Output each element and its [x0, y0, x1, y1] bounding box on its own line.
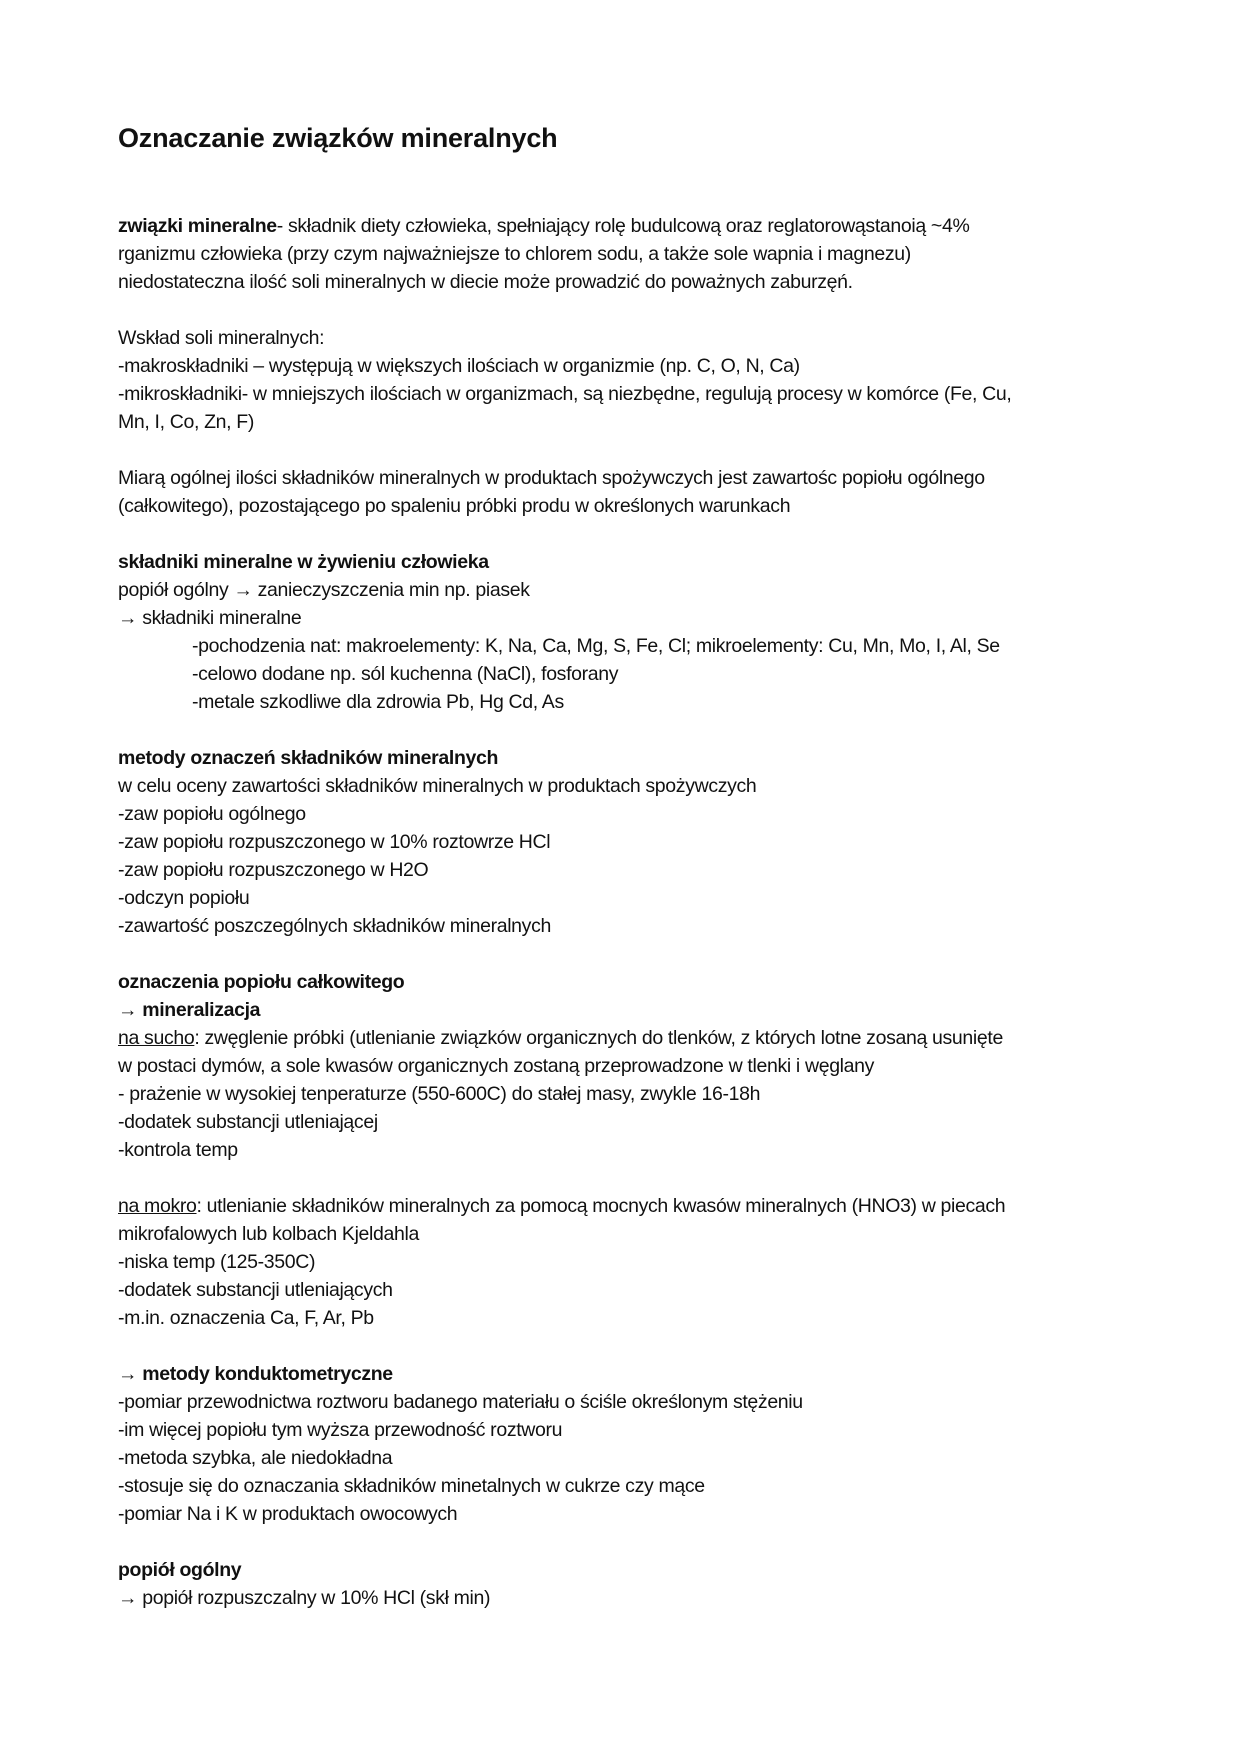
dry-item: - prażenie w wysokiej tenperaturze (550-600C) do stałej masy, zwykle 16-18h — [118, 1083, 761, 1105]
wet-label: na mokro — [118, 1195, 197, 1217]
dry-line-1 — [118, 1024, 1128, 1052]
mineralization-heading-text: → mineralizacja — [118, 999, 261, 1021]
wet-item: -niska temp (125-350C) — [118, 1251, 316, 1273]
conductometric-item: -stosuje się do oznaczania składników minetalnych w cukrze czy mące — [118, 1475, 705, 1497]
wet-line-1 — [118, 1192, 1128, 1220]
total-ash-subheading — [118, 996, 1128, 1024]
wet-item: -m.in. oznaczenia Ca, F, Ar, Pb — [118, 1307, 374, 1329]
methods-item: -zaw popiołu ogólnego — [118, 803, 306, 825]
conductometric-item: -metoda szybka, ale niedokładna — [118, 1447, 393, 1469]
measure-line-1: Miarą ogólnej ilości składników mineralnych w produktach spożywczych jest zawartośc popiołu ogólnego — [118, 467, 985, 489]
section-heading-methods — [118, 744, 1128, 772]
general-ash-heading-text: popiół ogólny — [118, 1559, 242, 1581]
dry-label: na sucho — [118, 1027, 195, 1049]
wet-line-2: mikrofalowych lub kolbach Kjeldahla — [118, 1223, 419, 1245]
methods-intro: w celu oceny zawartości składników mineralnych w produktach spożywczych — [118, 775, 757, 797]
methods-item: -zaw popiołu rozpuszczonego w H2O — [118, 859, 429, 881]
nutrition-item: -pochodzenia nat: makroelementy: K, Na, Ca, Mg, S, Fe, Cl; mikroelementy: Cu, Mn, Mo, I, Al, Se — [192, 635, 1000, 657]
document-page — [118, 118, 1128, 1612]
section-heading-total-ash — [118, 968, 1128, 996]
intro-line-1-text: - składnik diety człowieka, spełniający rolę budulcową oraz reglatorowąstanoią ~4% — [276, 215, 970, 237]
composition-micro-2: Mn, I, Co, Zn, F) — [118, 411, 254, 433]
term-bold: związki mineralne — [118, 215, 277, 237]
wet-item: -dodatek substancji utleniających — [118, 1279, 393, 1301]
page-title: Oznaczanie związków mineralnych — [118, 123, 558, 153]
intro-line-3: niedostateczna ilość soli mineralnych w diecie może prowadzić do poważnych zaburzęń. — [118, 271, 853, 293]
methods-item: -zaw popiołu rozpuszczonego w 10% roztowrze HCl — [118, 831, 551, 853]
intro-line-2: rganizmu człowieka (przy czym najważniejsze to chlorem sodu, a także sole wapnia i magnezu) — [118, 243, 911, 265]
composition-macro: -makroskładniki – występują w większych ilościach w organizmie (np. C, O, N, Ca) — [118, 355, 800, 377]
section-heading-conductometric — [118, 1360, 1128, 1388]
section-heading-nutrition — [118, 548, 1128, 576]
conductometric-item: -pomiar przewodnictwa roztworu badanego materiału o ściśle określonym stężeniu — [118, 1391, 803, 1413]
nutrition-line-2: → składniki mineralne — [118, 607, 302, 629]
section-heading-general-ash — [118, 1556, 1128, 1584]
measure-line-2: (całkowitego), pozostającego po spaleniu próbki produ w określonych warunkach — [118, 495, 791, 517]
nutrition-heading-text: składniki mineralne w żywieniu człowieka — [118, 551, 489, 573]
conductometric-heading-text: → metody konduktometryczne — [118, 1363, 393, 1385]
total-ash-heading-text: oznaczenia popiołu całkowitego — [118, 971, 405, 993]
composition-heading: Wskład soli mineralnych: — [118, 327, 325, 349]
methods-heading-text: metody oznaczeń składników mineralnych — [118, 747, 499, 769]
dry-item: -dodatek substancji utleniającej — [118, 1111, 378, 1133]
conductometric-item: -im więcej popiołu tym wyższa przewodność roztworu — [118, 1419, 563, 1441]
dry-line-2: w postaci dymów, a sole kwasów organicznych zostaną przeprowadzone w tlenki i węglany — [118, 1055, 875, 1077]
nutrition-line-1: popiół ogólny → zanieczyszczenia min np. piasek — [118, 579, 530, 601]
methods-item: -zawartość poszczególnych składników mineralnych — [118, 915, 551, 937]
general-ash-line-1: → popiół rozpuszczalny w 10% HCl (skł min) — [118, 1587, 491, 1609]
nutrition-item: -celowo dodane np. sól kuchenna (NaCl), fosforany — [192, 663, 619, 685]
conductometric-item: -pomiar Na i K w produktach owocowych — [118, 1503, 458, 1525]
dry-item: -kontrola temp — [118, 1139, 238, 1161]
composition-micro-1: -mikroskładniki- w mniejszych ilościach w organizmach, są niezbędne, regulują procesy w komórce (Fe, Cu, — [118, 383, 1012, 405]
dry-line-1-text: : zwęglenie próbki (utlenianie związków organicznych do tlenków, z których lotne zosaną usunięte — [194, 1027, 1003, 1049]
intro-line-1 — [118, 212, 1128, 240]
methods-item: -odczyn popiołu — [118, 887, 250, 909]
nutrition-item: -metale szkodliwe dla zdrowia Pb, Hg Cd, As — [192, 691, 564, 713]
wet-line-1-text: : utlenianie składników mineralnych za pomocą mocnych kwasów mineralnych (HNO3) w piecach — [196, 1195, 1006, 1217]
